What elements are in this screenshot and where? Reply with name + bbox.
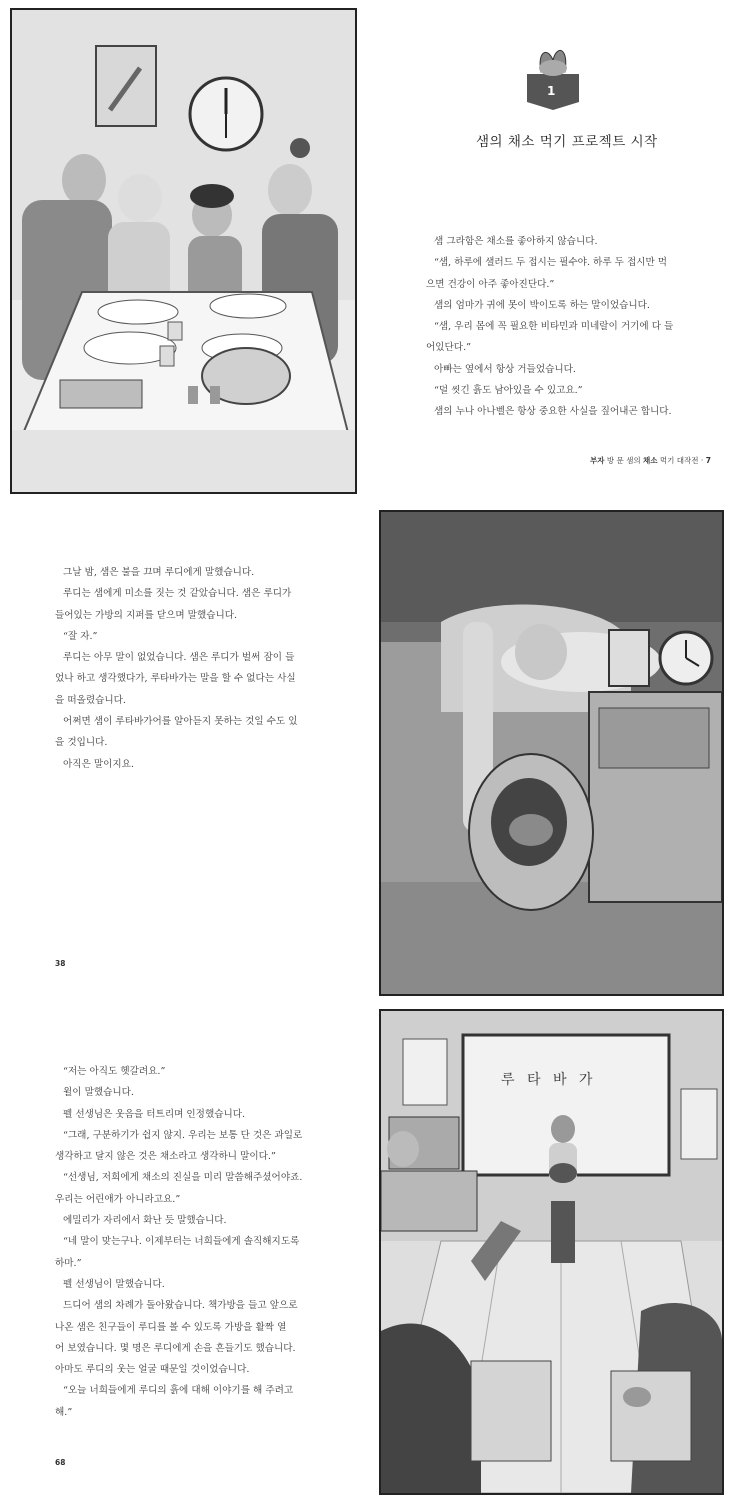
paragraph: 윌이 말했습니다. [63, 1087, 134, 1099]
paragraph: “샘, 하루에 샐러드 두 접시는 필수야. 하루 두 접시만 먹 [434, 257, 668, 269]
chapter-number: 1 [547, 84, 556, 98]
paragraph: 드디어 샘의 차례가 돌아왔습니다. 책가방을 들고 앞으로 [63, 1300, 298, 1312]
paragraph: 었나 하고 생각했다가, 루타바가는 말을 할 수 없다는 사실 [55, 673, 296, 685]
paragraph: “저는 아직도 헷갈려요.” [63, 1066, 166, 1077]
paragraph: 아빠는 옆에서 항상 거들었습니다. [434, 363, 576, 375]
classroom-illustration [379, 1009, 724, 1495]
paragraph: 펠 선생님이 말했습니다. [63, 1278, 165, 1290]
paragraph: 그날 밤, 샘은 불을 끄며 루디에게 말했습니다. [63, 567, 255, 578]
paragraph: 에밀리가 자리에서 화난 듯 말했습니다. [63, 1215, 227, 1227]
paragraph: 나온 샘은 친구들이 루디를 볼 수 있도록 가방을 활짝 열 [55, 1321, 287, 1333]
page-number: 38 [55, 959, 66, 968]
paragraph: 우리는 어린애가 아니라고요.” [55, 1193, 181, 1205]
chapter-title: 샘의 채소 먹기 프로젝트 시작 [476, 134, 658, 150]
paragraph: 아마도 루디의 웃는 얼굴 때문일 것이었습니다. [55, 1364, 250, 1376]
page-number: 68 [55, 1458, 66, 1467]
footer-text: 방 문 샘의 [606, 456, 641, 465]
running-footer: 부자 방 문 샘의 채소 먹기 대작전 · 7 [590, 456, 711, 465]
family-dinner-illustration [10, 8, 357, 494]
paragraph: 샘의 엄마가 귀에 못이 박이도록 하는 말이었습니다. [434, 299, 650, 311]
paragraph: 하마.” [55, 1257, 82, 1269]
spread-page-7 [0, 0, 733, 498]
spread-page-38 [0, 502, 733, 1000]
paragraph: 펠 선생님은 웃음을 터트리며 인정했습니다. [63, 1108, 246, 1120]
paragraph: “덜 씻긴 흙도 남아있을 수 있고요.” [434, 385, 583, 397]
page-number: 7 [705, 456, 711, 465]
page-38-body [55, 562, 317, 775]
footer-text-2: 먹기 대작전 [659, 456, 699, 465]
paragraph: 을 것입니다. [55, 737, 108, 749]
paragraph: “잘 자.” [63, 630, 98, 642]
paragraph: 들어있는 가방의 지퍼를 닫으며 말했습니다. [55, 609, 238, 621]
sleeping-boy-illustration [379, 510, 724, 996]
paragraph: “네 말이 맞는구나. 이제부터는 너희들에게 솔직해지도록 [63, 1236, 300, 1248]
paragraph: 어 보였습니다. 몇 명은 루디에게 손을 흔들기도 했습니다. [55, 1342, 296, 1354]
paragraph: “오늘 너희들에게 루디의 흙에 대해 이야기를 해 주려고 [63, 1385, 294, 1397]
paragraph: “선생님, 저희에게 채소의 진실을 미리 말씀해주셨어야죠. [63, 1172, 303, 1184]
paragraph: 으면 건강이 아주 좋아진단다.” [426, 278, 555, 290]
paragraph: 어쩌면 샘이 루타바가어를 알아듣지 못하는 것일 수도 있 [63, 716, 298, 728]
paragraph: 을 떠올렸습니다. [55, 694, 126, 706]
page-7-body [426, 231, 686, 423]
paragraph: 루디는 아무 말이 없었습니다. 샘은 루디가 벌써 잠이 들 [63, 652, 295, 664]
paragraph: 샘의 누나 아나벨은 항상 중요한 사실을 짚어내곤 합니다. [434, 406, 672, 418]
paragraph: 해.” [55, 1406, 73, 1418]
footer-brand-2: 채소 [643, 456, 658, 465]
paragraph: 루디는 샘에게 미소를 짓는 것 같았습니다. 샘은 루디가 [63, 588, 292, 600]
paragraph: 어있단다.” [426, 342, 472, 354]
paragraph: “샘, 우리 몸에 꼭 필요한 비타민과 미네랄이 거기에 다 들 [434, 321, 674, 333]
footer-brand: 부자 [590, 456, 605, 465]
chapter-emblem [527, 42, 579, 110]
page-68-body [55, 1061, 317, 1423]
paragraph: 생각하고 달지 않은 것은 채소라고 생각하니 말이다.” [55, 1151, 276, 1163]
whiteboard-text: 루 타 바 가 [501, 1072, 597, 1088]
paragraph: “그래, 구분하기가 쉽지 않지. 우리는 보통 단 것은 과일로 [63, 1129, 303, 1141]
spread-page-68 [0, 1003, 733, 1499]
paragraph: 아직은 말이지요. [63, 758, 134, 770]
paragraph: 샘 그라함은 채소를 좋아하지 않습니다. [434, 236, 598, 247]
